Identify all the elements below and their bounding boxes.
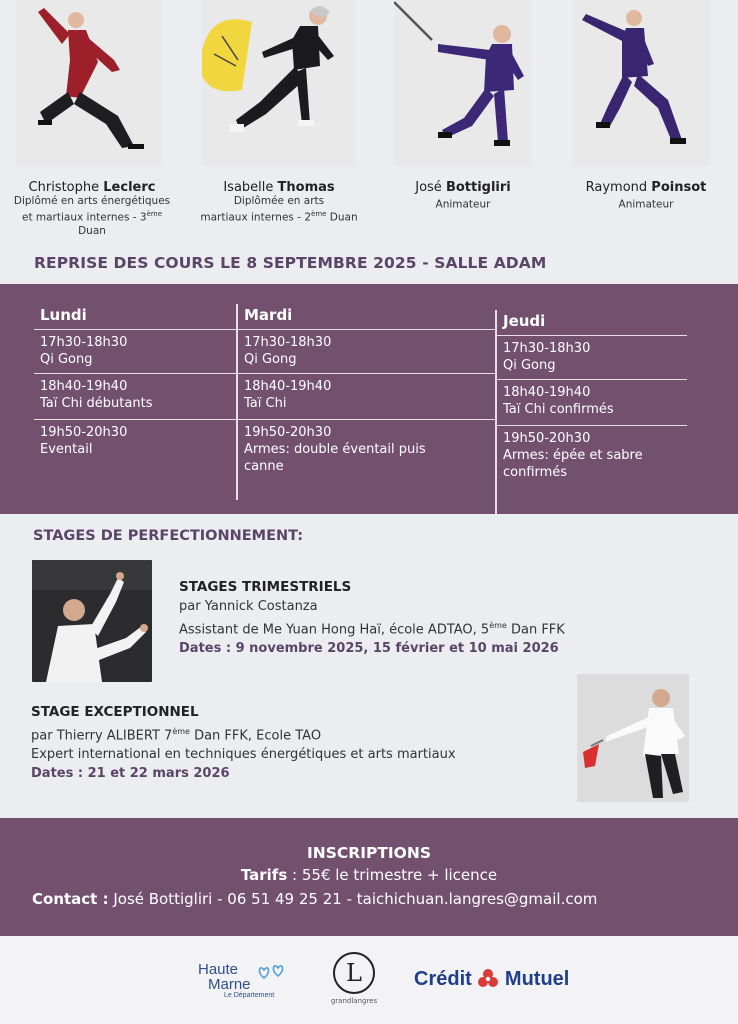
inscriptions-heading: INSCRIPTIONS (307, 844, 431, 862)
instructor-photo (202, 0, 356, 166)
contact-line: Contact : José Bottigliri - 06 51 49 25 21 - taichichuan.langres@gmail.com (32, 890, 598, 908)
instructor-role: Animateur (435, 198, 491, 211)
schedule-column-jeudi (497, 310, 687, 488)
schedule-slot: 18h40-19h40 Taï Chi confirmés (497, 380, 687, 426)
instructor-name: José Bottigliri (415, 180, 511, 195)
schedule-slot: 17h30-18h30 Qi Gong (238, 330, 495, 374)
logo-text: Haute (198, 961, 239, 978)
schedule-slot: 19h50-20h30 Eventail (40, 425, 128, 457)
stage-description: Expert international en techniques énergétiques et arts martiaux (31, 747, 456, 763)
instructor-card (380, 0, 546, 212)
schedule-slot: 18h40-19h40 Taï Chi débutants (34, 374, 236, 420)
instructor-name: Isabelle Thomas (223, 180, 335, 195)
schedule-table (0, 284, 738, 514)
hearts-icon (258, 962, 290, 982)
logo-text: Crédit (414, 968, 472, 990)
grand-langres-logo (326, 952, 382, 1016)
instructor-role: Diplômé en arts énergétiques et martiaux internes - 3ème Duan (13, 195, 171, 237)
thierry-photo (577, 674, 689, 802)
instructor-name: Christophe Leclerc (28, 180, 156, 195)
inscriptions-section (0, 818, 738, 936)
logo-text: Le Département (224, 992, 275, 999)
instructor-photo (394, 0, 532, 166)
day-header: Mardi (238, 304, 495, 330)
instructor-photo (16, 0, 162, 166)
stage-title: STAGES TRIMESTRIELS (179, 579, 352, 595)
stage-exceptionnel (31, 703, 571, 783)
instructor-role: Diplômée en arts martiaux internes - 2ème Duan (200, 195, 358, 224)
tarifs-line: Tarifs : 55€ le trimestre + licence (240, 866, 498, 884)
schedule-column-mardi (238, 304, 495, 486)
stages-heading: STAGES DE PERFECTIONNEMENT: (33, 528, 304, 544)
schedule-slot: 17h30-18h30 Qi Gong (34, 330, 236, 374)
stage-instructor: par Thierry ALIBERT 7ème Dan FFK, Ecole TAO (31, 727, 322, 744)
schedule-slot: 18h40-19h40 Taï Chi (238, 374, 495, 420)
schedule-slot: 17h30-18h30 Qi Gong (497, 336, 687, 380)
instructor-role: Animateur (618, 198, 674, 211)
instructor-card (188, 0, 370, 225)
schedule-slot: 19h50-20h30 Armes: épée et sabre confirmés (503, 431, 643, 480)
stage-title: STAGE EXCEPTIONNEL (31, 704, 199, 720)
sponsors-section (0, 936, 738, 1024)
stage-dates: Dates : 9 novembre 2025, 15 février et 10 mai 2026 (179, 641, 559, 657)
instructor-name: Raymond Poinsot (585, 180, 707, 195)
schedule-column-lundi (34, 304, 236, 476)
stage-description: Assistant de Me Yuan Hong Haï, école ADTAO, 5ème Dan FFK (179, 621, 565, 638)
instructor-card (560, 0, 732, 212)
stage-instructor: par Yannick Costanza (179, 599, 318, 614)
logo-text: Mutuel (504, 968, 570, 990)
logo-text: grandlangres (330, 997, 378, 1005)
credit-mutuel-icon (477, 968, 499, 988)
stage-dates: Dates : 21 et 22 mars 2026 (31, 766, 230, 782)
instructors-section (0, 0, 738, 240)
haute-marne-logo (198, 962, 298, 1006)
logo-emblem: L (333, 952, 375, 994)
stage-trimestriel (179, 578, 699, 658)
schedule-slot: 19h50-20h30 Armes: double éventail puis canne (244, 425, 426, 474)
reprise-heading: REPRISE DES COURS LE 8 SEPTEMBRE 2025 - SALLE ADAM (34, 254, 547, 272)
day-header: Jeudi (497, 310, 687, 336)
credit-mutuel-logo (414, 968, 594, 996)
instructor-card (12, 0, 172, 238)
instructor-photo (572, 0, 710, 166)
day-header: Lundi (34, 304, 236, 330)
logo-text: Marne (208, 976, 251, 993)
yannick-photo (32, 560, 152, 682)
